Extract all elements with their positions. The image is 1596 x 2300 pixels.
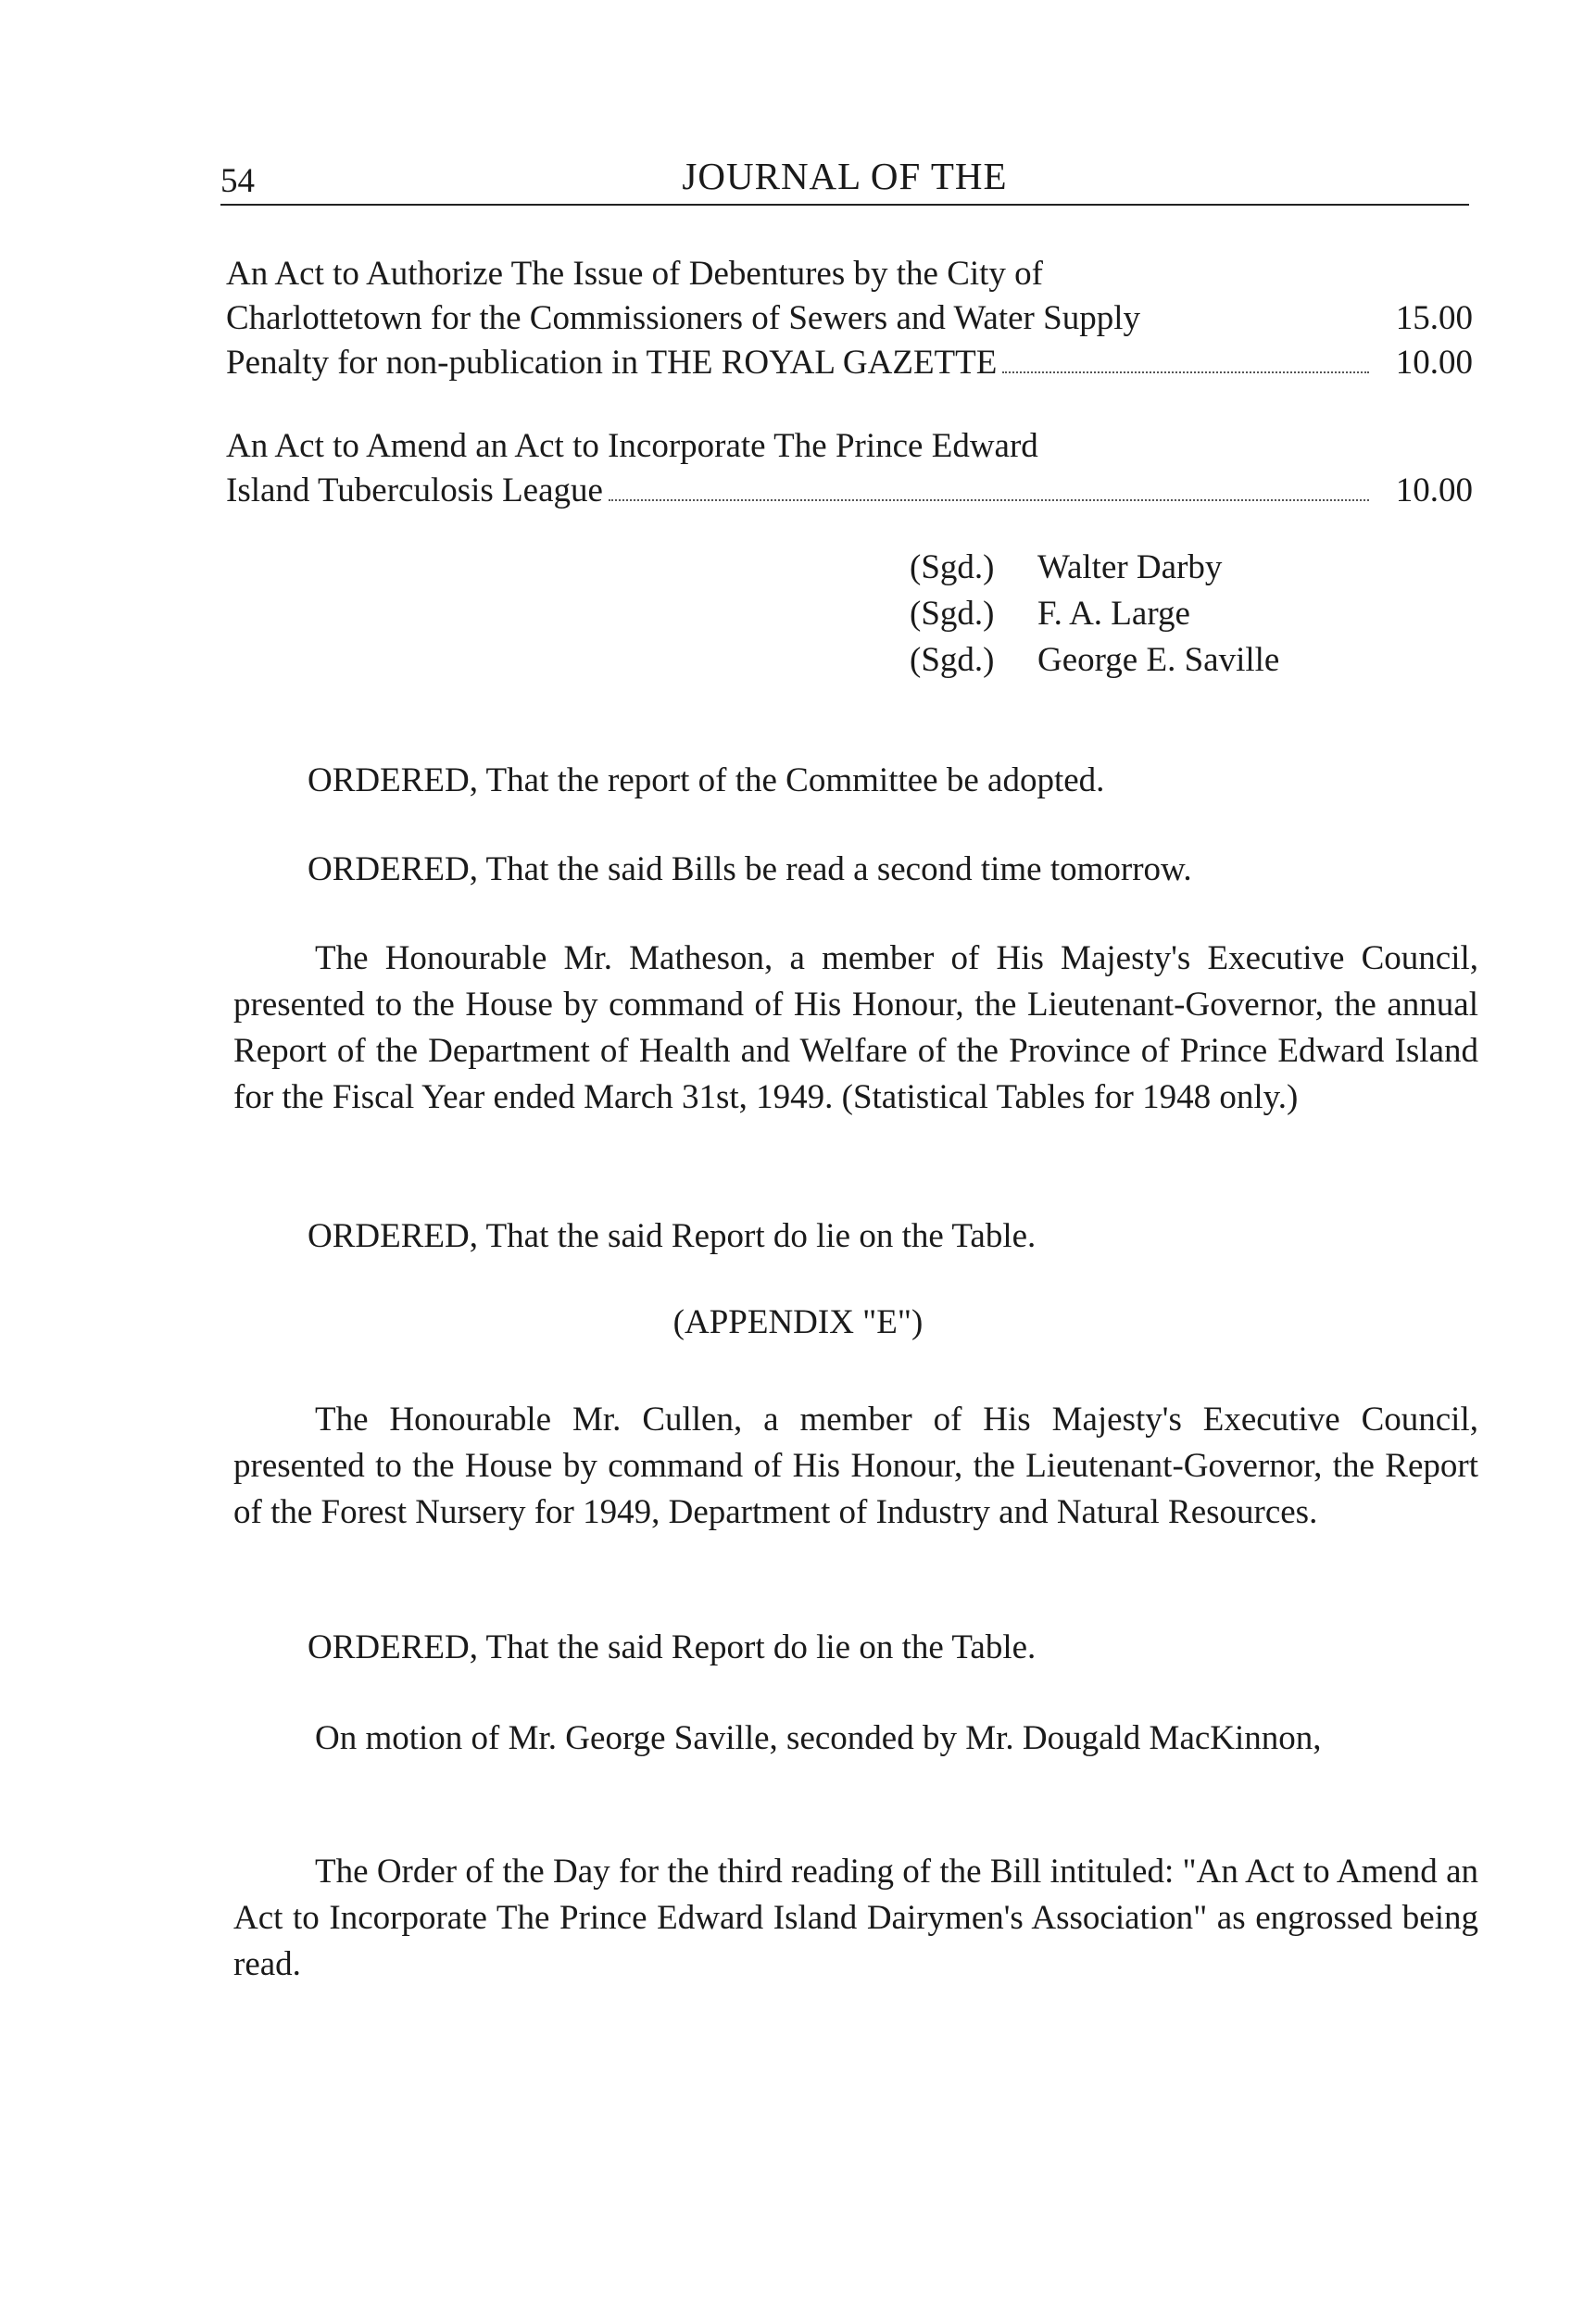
- paragraph-matheson: The Honourable Mr. Matheson, a member of His Majesty's Executive Council, presented to the House by command of His Honour, the Lieutenant-Governor, the annual Report of the Department of Health and Welfare of the Province of Prince Edward Island for the Fiscal Year ended March 31st, 1949. (Statistical Tables for 1948 only.): [233, 939, 1478, 1116]
- fee-entry-line: [226, 341, 1473, 385]
- signature-prefix: (Sgd.): [910, 595, 995, 633]
- signature-prefix: (Sgd.): [910, 641, 995, 679]
- fee-entry-text: Penalty for non-publication in THE ROYAL GAZETTE: [226, 344, 998, 382]
- signature-name: F. A. Large: [1037, 595, 1190, 633]
- page-number: 54: [220, 162, 255, 200]
- ordered-report-lie-on-table: ORDERED, That the said Report do lie on the Table.: [308, 1217, 1037, 1255]
- header-rule: [220, 204, 1469, 206]
- fee-amount: 10.00: [1395, 471, 1473, 509]
- signature-row: [910, 545, 1279, 591]
- fee-entry: [226, 252, 1473, 341]
- signature-row: [910, 637, 1279, 684]
- page-header: [220, 154, 1469, 209]
- fee-entry-line: An Act to Authorize The Issue of Debentures by the City of: [226, 255, 1044, 293]
- fee-entry-text: Island Tuberculosis League: [226, 471, 603, 509]
- paragraph-cullen: The Honourable Mr. Cullen, a member of His Majesty's Executive Council, presented to the House by command of His Honour, the Lieutenant-Governor, the Report of the Forest Nursery for 1949, Department of Industry and Natural Resources.: [233, 1401, 1478, 1531]
- signature-prefix: (Sgd.): [910, 548, 995, 586]
- running-head: JOURNAL OF THE: [682, 155, 1008, 197]
- paragraph-order-of-day: The Order of the Day for the third reading of the Bill intituled: "An Act to Amend an Act to Incorporate The Prince Edward Island Dairymen's Association" as engrossed being read.: [233, 1853, 1478, 1983]
- fee-entry-line: [226, 296, 1473, 341]
- ordered-second-reading: ORDERED, That the said Bills be read a second time tomorrow.: [308, 850, 1192, 888]
- fee-entry: [226, 341, 1473, 385]
- signature-name: George E. Saville: [1037, 641, 1280, 679]
- fee-entry: [226, 424, 1473, 513]
- dot-leader: [1002, 371, 1369, 373]
- fee-entry-line: [226, 469, 1473, 513]
- fee-entry-line: An Act to Amend an Act to Incorporate The Prince Edward: [226, 427, 1038, 465]
- paragraph-motion: On motion of Mr. George Saville, seconded by Mr. Dougald MacKinnon,: [315, 1719, 1322, 1757]
- signature-block: [910, 545, 1279, 684]
- signature-row: [910, 591, 1279, 637]
- dot-leader: [609, 499, 1369, 501]
- fee-amount: 10.00: [1395, 344, 1473, 382]
- appendix-heading: (APPENDIX "E"): [672, 1303, 924, 1341]
- fee-entry-text: Charlottetown for the Commissioners of Sewers and Water Supply: [226, 299, 1140, 337]
- ordered-report-lie-on-table-2: ORDERED, That the said Report do lie on the Table.: [308, 1628, 1037, 1666]
- fee-amount: 15.00: [1395, 299, 1473, 337]
- ordered-report-adopted: ORDERED, That the report of the Committee be adopted.: [308, 761, 1105, 799]
- signature-name: Walter Darby: [1037, 548, 1223, 586]
